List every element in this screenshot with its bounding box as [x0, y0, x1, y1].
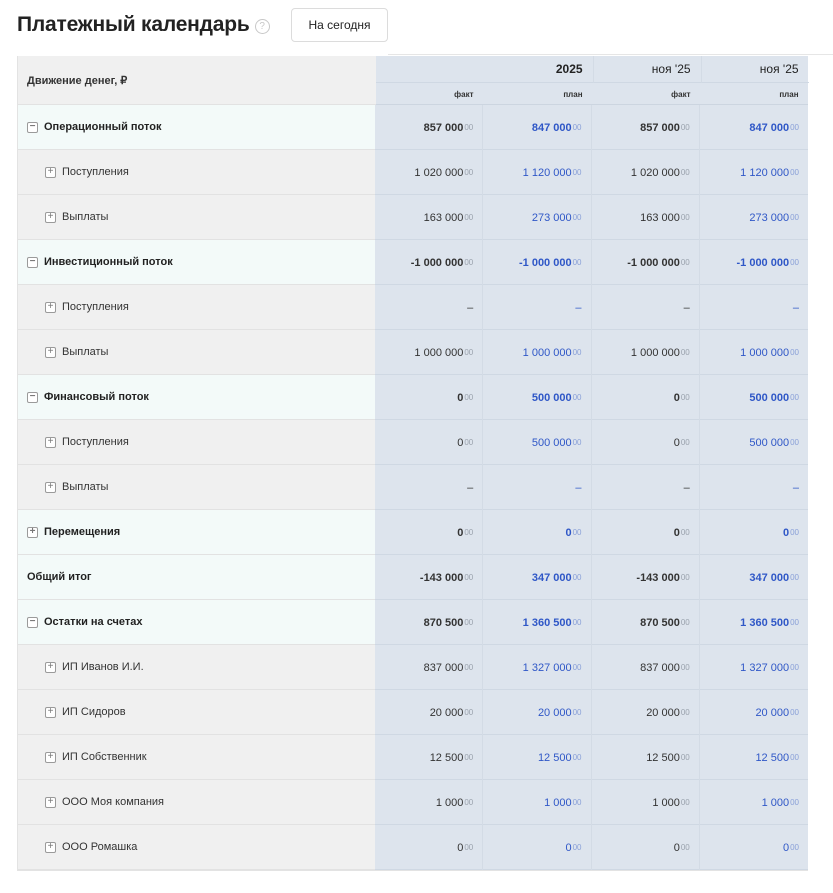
cell-kopecks: 00	[680, 393, 690, 402]
collapse-icon[interactable]: −	[27, 392, 38, 403]
cell-plan[interactable]	[700, 375, 808, 420]
cell-kopecks: 00	[464, 213, 474, 222]
cell-kopecks: 00	[464, 528, 474, 537]
cell-plan[interactable]	[483, 420, 591, 465]
table-body	[18, 105, 808, 870]
cell-fact[interactable]	[592, 735, 700, 780]
cell-value: –	[467, 301, 474, 314]
cell-value: 1 000 000	[522, 346, 572, 359]
row-label-text: ИП Собственник	[62, 751, 147, 763]
cell-kopecks: 00	[464, 798, 474, 807]
header-group-nov-plan[interactable]: ноя '25	[701, 56, 809, 83]
cell-plan[interactable]	[483, 375, 591, 420]
cell-plan[interactable]	[700, 330, 808, 375]
cell-kopecks: 00	[790, 708, 799, 717]
cell-value: 870 500	[640, 616, 680, 629]
table-row	[18, 105, 808, 150]
header-divider	[388, 54, 833, 55]
row-label-text: Операционный поток	[44, 121, 162, 133]
cell-fact[interactable]	[375, 825, 483, 870]
row-label-text: Инвестиционный поток	[44, 256, 173, 268]
cell-kopecks: 00	[790, 393, 799, 402]
cell-value: 0	[782, 526, 790, 539]
cell-value: 1 120 000	[522, 166, 572, 179]
cell-plan[interactable]	[700, 690, 808, 735]
cell-kopecks: 00	[572, 753, 582, 762]
collapse-icon[interactable]: −	[27, 617, 38, 628]
cell-kopecks: 00	[680, 258, 690, 267]
cell-plan[interactable]	[483, 600, 591, 645]
row-values	[375, 825, 808, 870]
cell-value: 1 327 000	[522, 661, 572, 674]
cell-value: 12 500	[646, 751, 680, 764]
cell-kopecks: 00	[464, 663, 474, 672]
cell-value: 870 500	[423, 616, 464, 629]
row-label-text: ООО Моя компания	[62, 796, 165, 808]
row-label-text: Остатки на счетах	[44, 616, 143, 628]
row-label-text: Поступления	[62, 301, 129, 313]
row-label-text: Выплаты	[62, 481, 109, 493]
table-row	[18, 645, 808, 690]
cell-kopecks: 00	[572, 798, 582, 807]
cell-value: 1 000 000	[630, 346, 680, 359]
cell-kopecks: 00	[790, 213, 799, 222]
cell-kopecks: 00	[790, 753, 799, 762]
cell-kopecks: 00	[790, 663, 799, 672]
cell-value: 163 000	[640, 211, 680, 224]
cell-plan[interactable]	[700, 780, 808, 825]
row-values	[375, 555, 808, 600]
cell-plan[interactable]	[483, 780, 591, 825]
table-row	[18, 735, 808, 780]
cell-fact[interactable]	[592, 555, 700, 600]
expand-icon[interactable]: +	[45, 797, 56, 808]
table-row	[18, 690, 808, 735]
expand-icon[interactable]: +	[45, 167, 56, 178]
row-label[interactable]	[18, 330, 375, 375]
cell-value: 857 000	[423, 121, 464, 134]
row-label	[18, 555, 375, 600]
header-columns	[376, 56, 808, 105]
table-row	[18, 150, 808, 195]
cell-kopecks: 00	[464, 348, 474, 357]
cell-fact[interactable]	[375, 645, 483, 690]
cell-value: 0	[457, 526, 464, 539]
header-sub-fact: факт	[671, 90, 691, 99]
cell-plan[interactable]	[700, 420, 808, 465]
cell-fact[interactable]	[375, 510, 483, 555]
cell-value: 1 000	[544, 796, 572, 809]
expand-icon[interactable]: +	[45, 752, 56, 763]
cell-kopecks: 00	[680, 573, 690, 582]
cell-kopecks: 00	[790, 438, 799, 447]
cell-fact[interactable]	[375, 780, 483, 825]
row-values	[375, 510, 808, 555]
cell-fact[interactable]	[375, 690, 483, 735]
cell-fact[interactable]	[375, 555, 483, 600]
row-label[interactable]	[18, 375, 375, 420]
cell-kopecks: 00	[572, 438, 582, 447]
cell-plan[interactable]	[483, 510, 591, 555]
cell-plan[interactable]	[483, 825, 591, 870]
today-button[interactable]: На сегодня	[291, 8, 388, 42]
cell-value: -143 000	[636, 571, 680, 584]
row-values	[375, 195, 808, 240]
cell-kopecks: 00	[680, 348, 690, 357]
cell-fact[interactable]	[375, 600, 483, 645]
table-row	[18, 555, 808, 600]
cell-plan[interactable]	[483, 645, 591, 690]
cell-value: 1 020 000	[630, 166, 680, 179]
header-group-2025[interactable]: 2025	[376, 56, 593, 83]
cell-kopecks: 00	[790, 843, 799, 852]
cell-kopecks: 00	[572, 393, 582, 402]
table-row	[18, 600, 808, 645]
cell-fact[interactable]	[375, 285, 483, 330]
cell-kopecks: 00	[680, 528, 690, 537]
row-values	[375, 465, 808, 510]
page-header	[17, 8, 270, 42]
cell-fact[interactable]	[592, 195, 700, 240]
header-sub-plan: план	[779, 90, 799, 99]
cell-plan[interactable]	[483, 690, 591, 735]
cell-kopecks: 00	[572, 708, 582, 717]
cell-value: 12 500	[429, 751, 464, 764]
cell-fact[interactable]	[592, 420, 700, 465]
cell-value: 500 000	[531, 436, 572, 449]
cell-kopecks: 00	[790, 348, 799, 357]
cell-value: 857 000	[640, 121, 680, 134]
cell-value: 20 000	[755, 706, 790, 719]
cell-plan[interactable]	[700, 555, 808, 600]
cell-value: 20 000	[646, 706, 680, 719]
row-values	[375, 330, 808, 375]
cell-plan[interactable]	[700, 285, 808, 330]
row-label[interactable]	[18, 240, 375, 285]
expand-icon[interactable]: +	[45, 347, 56, 358]
cell-fact[interactable]	[592, 240, 700, 285]
cell-value: 0	[565, 841, 572, 854]
cell-plan[interactable]	[483, 195, 591, 240]
cell-kopecks: 00	[464, 258, 474, 267]
cell-kopecks: 00	[464, 123, 474, 132]
cell-value: 1 000	[761, 796, 790, 809]
cell-fact[interactable]	[375, 420, 483, 465]
table-header	[18, 56, 808, 105]
cell-kopecks: 00	[464, 753, 474, 762]
help-icon[interactable]: ?	[255, 19, 270, 34]
cell-kopecks: 00	[790, 168, 799, 177]
table-row	[18, 330, 808, 375]
page-title: Платежный календарь	[17, 13, 250, 36]
row-values	[375, 420, 808, 465]
expand-icon[interactable]: +	[45, 437, 56, 448]
cell-plan[interactable]	[700, 510, 808, 555]
cell-kopecks: 00	[572, 528, 582, 537]
cell-value: 1 020 000	[414, 166, 464, 179]
row-label[interactable]	[18, 825, 375, 870]
collapse-icon[interactable]: −	[27, 122, 38, 133]
row-values	[375, 375, 808, 420]
cell-value: 273 000	[531, 211, 572, 224]
cell-value: 273 000	[749, 211, 790, 224]
cell-value: 0	[457, 436, 464, 449]
cell-fact[interactable]	[592, 510, 700, 555]
row-label[interactable]	[18, 735, 375, 780]
cell-value: -1 000 000	[627, 256, 680, 269]
cell-plan[interactable]	[483, 285, 591, 330]
row-label-text: Финансовый поток	[44, 391, 149, 403]
row-label[interactable]	[18, 690, 375, 735]
cell-fact[interactable]	[375, 375, 483, 420]
cell-kopecks: 00	[572, 843, 582, 852]
row-label-text: Поступления	[62, 166, 129, 178]
cell-value: 0	[673, 436, 680, 449]
table-row	[18, 285, 808, 330]
cell-plan[interactable]	[483, 240, 591, 285]
expand-icon[interactable]: +	[45, 842, 56, 853]
cell-value: 837 000	[640, 661, 680, 674]
cell-kopecks: 00	[790, 573, 799, 582]
row-label-text: ИП Сидоров	[62, 706, 126, 718]
cell-kopecks: 00	[680, 753, 690, 762]
cell-value: –	[467, 481, 474, 494]
cell-value: 847 000	[749, 121, 790, 134]
cell-value: -143 000	[419, 571, 464, 584]
header-group-nov-fact[interactable]: ноя '25	[593, 56, 701, 83]
row-label[interactable]	[18, 780, 375, 825]
cell-fact[interactable]	[592, 600, 700, 645]
row-label-text: ИП Иванов И.И.	[62, 661, 144, 673]
cell-kopecks: 00	[572, 348, 582, 357]
expand-icon[interactable]: +	[45, 212, 56, 223]
row-label-text: Выплаты	[62, 211, 109, 223]
row-label[interactable]	[18, 105, 375, 150]
row-label[interactable]	[18, 600, 375, 645]
header-sub-fact: факт	[454, 90, 474, 99]
expand-icon[interactable]: +	[45, 662, 56, 673]
cell-kopecks: 00	[572, 618, 582, 627]
cell-kopecks: 00	[680, 213, 690, 222]
cell-value: 1 000 000	[740, 346, 790, 359]
cell-plan[interactable]	[700, 735, 808, 780]
row-values	[375, 780, 808, 825]
cell-kopecks: 00	[464, 618, 474, 627]
cell-kopecks: 00	[790, 798, 799, 807]
cell-plan[interactable]	[483, 330, 591, 375]
cell-fact[interactable]	[592, 690, 700, 735]
cell-value: 347 000	[531, 571, 572, 584]
cell-value: 163 000	[423, 211, 464, 224]
cell-value: 0	[673, 391, 680, 404]
cell-plan[interactable]	[700, 105, 808, 150]
cell-value: 500 000	[749, 436, 790, 449]
cell-value: 0	[782, 841, 790, 854]
cell-kopecks: 00	[572, 168, 582, 177]
cell-kopecks: 00	[572, 213, 582, 222]
cell-kopecks: 00	[680, 168, 690, 177]
cell-fact[interactable]	[375, 150, 483, 195]
row-label[interactable]	[18, 420, 375, 465]
cell-plan[interactable]	[700, 465, 808, 510]
row-label-text: Поступления	[62, 436, 129, 448]
row-label-text: Выплаты	[62, 346, 109, 358]
cell-value: 347 000	[749, 571, 790, 584]
cell-kopecks: 00	[572, 573, 582, 582]
cell-value: 1 120 000	[740, 166, 790, 179]
table-row	[18, 375, 808, 420]
cell-value: 0	[673, 526, 680, 539]
row-values	[375, 285, 808, 330]
cell-kopecks: 00	[464, 168, 474, 177]
cell-value: 0	[673, 841, 680, 854]
cell-kopecks: 00	[680, 798, 690, 807]
row-label[interactable]	[18, 285, 375, 330]
cell-value: 1 000 000	[414, 346, 464, 359]
cell-fact[interactable]	[375, 735, 483, 780]
cell-fact[interactable]	[375, 195, 483, 240]
cell-fact[interactable]	[592, 825, 700, 870]
expand-icon[interactable]: +	[45, 707, 56, 718]
row-label[interactable]	[18, 510, 375, 555]
cell-plan[interactable]	[483, 105, 591, 150]
collapse-icon[interactable]: −	[27, 257, 38, 268]
row-values	[375, 150, 808, 195]
cell-fact[interactable]	[375, 240, 483, 285]
cell-value: 1 327 000	[740, 661, 790, 674]
cell-kopecks: 00	[572, 258, 582, 267]
cell-kopecks: 00	[790, 618, 799, 627]
cell-fact[interactable]	[592, 780, 700, 825]
table-row	[18, 195, 808, 240]
cell-kopecks: 00	[680, 438, 690, 447]
row-values	[375, 690, 808, 735]
cell-kopecks: 00	[680, 123, 690, 132]
cell-value: 0	[457, 841, 464, 854]
row-values	[375, 600, 808, 645]
table-row	[18, 780, 808, 825]
cell-kopecks: 00	[680, 843, 690, 852]
row-values	[375, 105, 808, 150]
table-row	[18, 510, 808, 555]
header-sub-plan: план	[563, 90, 583, 99]
expand-icon[interactable]: +	[45, 302, 56, 313]
header-label: Движение денег, ₽	[18, 56, 376, 105]
cell-fact[interactable]	[592, 105, 700, 150]
cell-value: –	[575, 481, 582, 494]
cell-value: 847 000	[531, 121, 572, 134]
row-label-text: ООО Ромашка	[62, 841, 138, 853]
row-values	[375, 240, 808, 285]
cell-fact[interactable]	[592, 465, 700, 510]
cell-fact[interactable]	[592, 285, 700, 330]
row-label[interactable]	[18, 645, 375, 690]
cell-kopecks: 00	[464, 438, 474, 447]
cell-value: 1 000	[435, 796, 464, 809]
cell-value: 20 000	[429, 706, 464, 719]
cell-value: 1 360 500	[522, 616, 572, 629]
cell-plan[interactable]	[483, 555, 591, 600]
cell-value: 837 000	[423, 661, 464, 674]
table-row	[18, 240, 808, 285]
cell-fact[interactable]	[375, 330, 483, 375]
cell-fact[interactable]	[592, 150, 700, 195]
cell-value: –	[575, 301, 582, 314]
row-values	[375, 645, 808, 690]
cell-value: 0	[457, 391, 464, 404]
cell-fact[interactable]	[592, 330, 700, 375]
cashflow-table	[17, 56, 808, 871]
cell-fact[interactable]	[375, 105, 483, 150]
row-label[interactable]	[18, 150, 375, 195]
cell-value: 1 360 500	[740, 616, 790, 629]
cell-fact[interactable]	[375, 465, 483, 510]
cell-value: –	[683, 481, 690, 494]
row-values	[375, 735, 808, 780]
cell-plan[interactable]	[700, 645, 808, 690]
cell-plan[interactable]	[700, 150, 808, 195]
cell-kopecks: 00	[790, 528, 799, 537]
cell-kopecks: 00	[680, 618, 690, 627]
cell-value: -1 000 000	[518, 256, 572, 269]
cell-kopecks: 00	[464, 573, 474, 582]
cell-kopecks: 00	[464, 393, 474, 402]
cell-value: 12 500	[755, 751, 790, 764]
cell-kopecks: 00	[680, 663, 690, 672]
cell-plan[interactable]	[483, 735, 591, 780]
row-label[interactable]	[18, 195, 375, 240]
cell-kopecks: 00	[464, 843, 474, 852]
cell-plan[interactable]	[700, 825, 808, 870]
row-label[interactable]	[18, 465, 375, 510]
cell-fact[interactable]	[592, 645, 700, 690]
cell-kopecks: 00	[572, 663, 582, 672]
cell-value: -1 000 000	[736, 256, 790, 269]
cell-value: 500 000	[749, 391, 790, 404]
row-label-text: Общий итог	[27, 571, 92, 583]
cell-plan[interactable]	[700, 600, 808, 645]
cell-value: –	[792, 301, 799, 314]
table-row	[18, 825, 808, 870]
cell-value: 1 000	[652, 796, 680, 809]
table-row	[18, 465, 808, 510]
cell-kopecks: 00	[790, 258, 799, 267]
cell-value: 20 000	[537, 706, 572, 719]
cell-plan[interactable]	[700, 240, 808, 285]
expand-icon[interactable]: +	[27, 527, 38, 538]
cell-value: 12 500	[537, 751, 572, 764]
cell-value: –	[792, 481, 799, 494]
cell-plan[interactable]	[700, 195, 808, 240]
cell-kopecks: 00	[680, 708, 690, 717]
cell-value: –	[683, 301, 690, 314]
table-row	[18, 420, 808, 465]
cell-value: -1 000 000	[410, 256, 464, 269]
row-label-text: Перемещения	[44, 526, 121, 538]
cell-kopecks: 00	[464, 708, 474, 717]
cell-kopecks: 00	[572, 123, 582, 132]
expand-icon[interactable]: +	[45, 482, 56, 493]
cell-kopecks: 00	[790, 123, 799, 132]
cell-value: 500 000	[531, 391, 572, 404]
cell-value: 0	[565, 526, 572, 539]
cell-plan[interactable]	[483, 465, 591, 510]
cell-plan[interactable]	[483, 150, 591, 195]
cell-fact[interactable]	[592, 375, 700, 420]
